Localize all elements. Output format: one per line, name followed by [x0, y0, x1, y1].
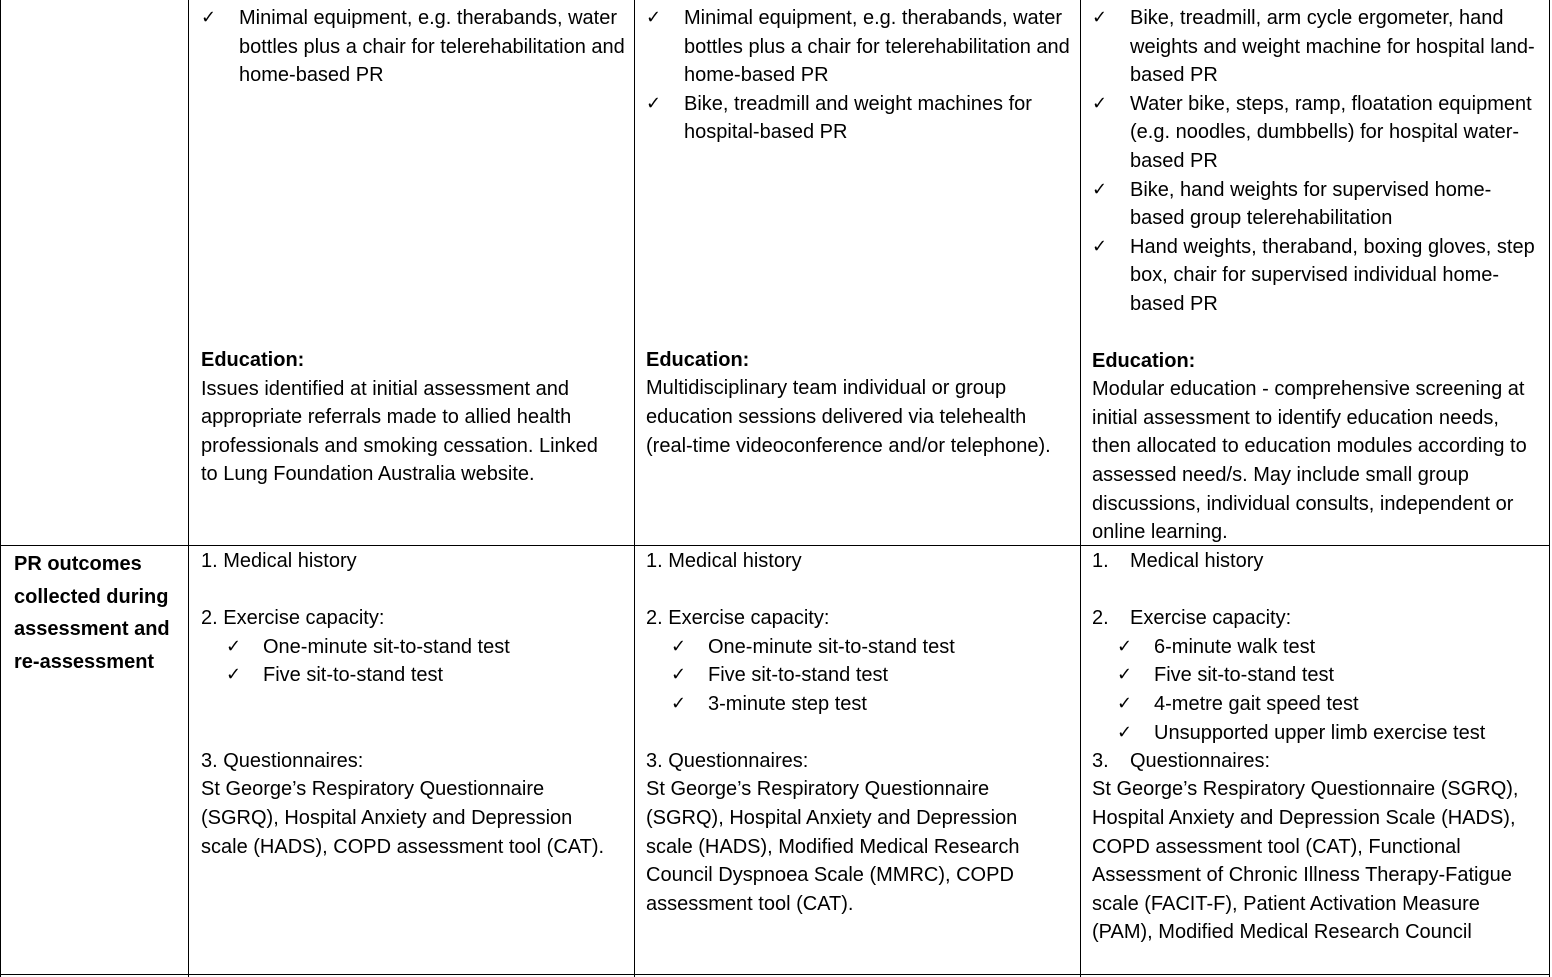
education-text: Issues identified at initial assessment and appropriate referrals made to allied health professionals and smoking cessation. Linked to Lung Foundation Australia website.	[201, 377, 598, 486]
medical-history-item: 1. Medical history	[201, 550, 357, 572]
check-icon: ✓	[201, 7, 217, 28]
list-item: ✓ Bike, treadmill and weight machines for hospital-based PR	[646, 90, 1071, 318]
row2-col2-cell	[646, 547, 1071, 918]
tests-list	[1117, 633, 1542, 747]
check-icon: ✓	[1092, 178, 1108, 200]
list-item: ✓ Five sit-to-stand test	[226, 661, 626, 690]
check-icon: ✓	[1092, 92, 1108, 114]
check-icon: ✓	[671, 664, 687, 686]
list-item: ✓ Hand weights, theraband, boxing gloves, step box, chair for supervised individual home-based PR	[1092, 233, 1542, 319]
equipment-list	[646, 4, 1071, 318]
column-divider-1	[188, 0, 189, 977]
row1-col3-cell	[1092, 4, 1542, 547]
exercise-capacity-item: 2. Exercise capacity:	[1092, 607, 1292, 630]
questionnaires-item: 3. Questionnaires:	[1092, 749, 1271, 772]
column-divider-2	[634, 0, 635, 977]
list-item: ✓ Minimal equipment, e.g. therabands, water bottles plus a chair for telerehabilitation and home-based PR	[201, 4, 626, 318]
education-heading: Education:	[201, 349, 305, 371]
check-icon: ✓	[1092, 235, 1108, 257]
row1-col2-cell	[646, 4, 1071, 460]
questionnaires-item: 3. Questionnaires:	[201, 749, 364, 772]
list-item: ✓ 3-minute step test	[671, 690, 1071, 719]
check-icon: ✓	[646, 92, 662, 114]
exercise-capacity-item: 2. Exercise capacity:	[646, 607, 830, 630]
list-item: ✓ 4-metre gait speed test	[1117, 690, 1542, 719]
medical-history-item: 1. Medical history	[646, 550, 802, 572]
list-item: ✓ One-minute sit-to-stand test	[671, 633, 1071, 662]
table-border-left	[0, 0, 1, 977]
column-divider-3	[1080, 0, 1081, 977]
check-icon: ✓	[671, 692, 687, 714]
list-item: ✓ 6-minute walk test	[1117, 633, 1542, 662]
questionnaires-text: St George’s Respiratory Questionnaire (SGRQ), Hospital Anxiety and Depression scale (HADS), Modified Medical Research Council Dyspnoea Scale (MMRC), COPD assessment tool (CAT).	[646, 778, 1020, 915]
check-icon: ✓	[1117, 664, 1133, 686]
check-icon: ✓	[671, 635, 687, 657]
check-icon: ✓	[226, 635, 242, 657]
check-icon: ✓	[1117, 721, 1133, 743]
list-item: ✓ Unsupported upper limb exercise test	[1117, 719, 1542, 748]
equipment-list	[201, 4, 626, 318]
table-border-right	[1549, 0, 1550, 977]
education-heading: Education:	[1092, 349, 1196, 372]
questionnaires-item: 3. Questionnaires:	[646, 749, 809, 772]
list-item: ✓ Minimal equipment, e.g. therabands, water bottles plus a chair for telerehabilitation and home-based PR	[646, 4, 1071, 90]
list-item: ✓ Bike, hand weights for supervised home-based group telerehabilitation	[1092, 176, 1542, 233]
row2-col3-cell	[1092, 547, 1542, 947]
tests-list	[226, 633, 626, 747]
row2-col1-cell	[201, 547, 626, 861]
row1-col1-cell	[201, 4, 626, 489]
check-icon: ✓	[646, 7, 662, 28]
list-item: ✓ Five sit-to-stand test	[671, 661, 1071, 690]
check-icon: ✓	[226, 664, 242, 686]
row-label: PR outcomes collected during assessment and re-assessment	[14, 553, 170, 673]
table-border-bottom	[0, 974, 1550, 975]
equipment-list	[1092, 4, 1542, 319]
tests-list	[671, 633, 1071, 747]
list-item: ✓ Water bike, steps, ramp, floatation equipment (e.g. noodles, dumbbells) for hospital water-based PR	[1092, 90, 1542, 176]
check-icon: ✓	[1117, 692, 1133, 714]
questionnaires-text: St George’s Respiratory Questionnaire (SGRQ), Hospital Anxiety and Depression scale (HADS), COPD assessment tool (CAT).	[201, 778, 605, 858]
list-item: ✓ Five sit-to-stand test	[1117, 661, 1542, 690]
list-item: ✓ Bike, treadmill, arm cycle ergometer, hand weights and weight machine for hospital land-based PR	[1092, 4, 1542, 90]
questionnaires-text: St George’s Respiratory Questionnaire (SGRQ), Hospital Anxiety and Depression Scale (HADS), COPD assessment tool (CAT), Functional Assessment of Chronic Illness Therapy-Fatigue scale (FACIT-F), Patient Activation Measure (PAM), Modified Medical Research Council	[1092, 778, 1519, 944]
education-text: Modular education - comprehensive screening at initial assessment to identify education needs, then allocated to education modules according to assessed need/s. May include small group discussions, individual consults, independent or online learning.	[1092, 378, 1527, 544]
medical-history-item: 1. Medical history	[1092, 550, 1264, 572]
check-icon: ✓	[1092, 7, 1108, 28]
list-item: ✓ One-minute sit-to-stand test	[226, 633, 626, 662]
education-heading: Education:	[646, 348, 750, 371]
education-text: Multidisciplinary team individual or group education sessions delivered via telehealth (real-time videoconference and/or telephone).	[646, 377, 1051, 457]
check-icon: ✓	[1117, 635, 1133, 657]
exercise-capacity-item: 2. Exercise capacity:	[201, 607, 385, 630]
